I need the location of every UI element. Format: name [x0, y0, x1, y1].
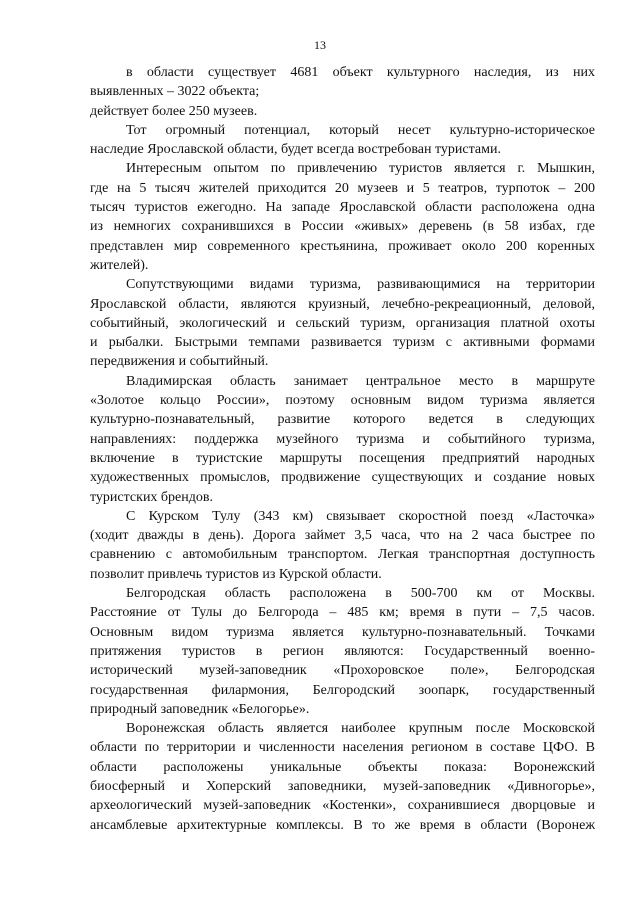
paragraph	[90, 584, 595, 719]
text-line: направлениях: поддержка музейного туризма и событийного туризма,	[90, 431, 595, 447]
text-line: тысяч туристов ежегодно. На западе Ярославской области расположена одна	[90, 200, 595, 216]
paragraph	[90, 507, 595, 584]
text-line: представлен мир современного крестьянина, проживает около 200 коренных	[90, 238, 595, 254]
paragraph	[90, 159, 595, 275]
document-body	[90, 63, 595, 835]
text-line: Воронежская область является наиболее крупным после Московской	[126, 721, 595, 737]
text-line: притяжения туристов в регион являются: Государственный военно-	[90, 643, 595, 659]
text-line: Владимирская область занимает центральное место в маршруте	[126, 373, 595, 389]
text-line: области расположены уникальные объекты показа: Воронежский	[90, 759, 595, 775]
text-line: где на 5 тысяч жителей приходится 20 музеев и 5 театров, турпоток – 200	[90, 180, 595, 196]
paragraph	[90, 719, 595, 835]
text-line: биосферный и Хоперский заповедники, музей-заповедник «Дивногорье»,	[90, 778, 595, 794]
text-line: действует более 250 музеев.	[90, 103, 258, 119]
text-line: и рыбалки. Быстрыми темпами развивается туризм с активными формами	[90, 335, 595, 351]
text-line: Основным видом туризма является культурно-познавательный. Точками	[90, 624, 595, 640]
text-line: туристских брендов.	[90, 489, 213, 505]
paragraph	[90, 102, 595, 121]
paragraph	[90, 372, 595, 507]
text-line: Ярославской области, являются круизный, лечебно-рекреационный, деловой,	[90, 296, 595, 312]
text-line: наследие Ярославской области, будет всегда востребован туристами.	[90, 142, 501, 158]
text-line: событийный, экологический и сельский туризм, организация платной охоты	[90, 315, 595, 331]
text-line: (ходит дважды в день). Дорога займет 3,5 часа, что на 2 часа быстрее по	[90, 528, 595, 544]
text-line: передвижения и событийный.	[90, 354, 269, 370]
text-line: в области существует 4681 объект культурного наследия, из них	[126, 65, 595, 80]
text-line: природный заповедник «Белогорье».	[90, 701, 310, 717]
text-line: Интересным опытом по привлечению туристов является г. Мышкин,	[126, 161, 595, 177]
text-line: культурно-познавательный, развитие которого ведется в следующих	[90, 412, 595, 428]
text-line: позволит привлечь туристов из Курской области.	[90, 566, 382, 582]
text-line: исторический музей-заповедник «Прохоровское поле», Белгородская	[90, 663, 595, 679]
text-line: ансамблевые архитектурные комплексы. В то же время в области (Воронеж	[90, 817, 595, 833]
text-line: Расстояние от Тулы до Белгорода – 485 км; время в пути – 7,5 часов.	[90, 605, 595, 621]
paragraph	[90, 63, 595, 102]
text-line: Белгородская область расположена в 500-700 км от Москвы.	[126, 586, 595, 602]
page-number: 13	[314, 38, 326, 52]
text-line: археологический музей-заповедник «Костенки», сохранившиеся дворцовые и	[90, 798, 595, 814]
text-line: сравнению с автомобильным транспортом. Легкая транспортная доступность	[90, 547, 595, 563]
paragraph	[90, 275, 595, 371]
text-line: Сопутствующими видами туризма, развивающимися на территории	[126, 277, 595, 293]
text-line: художественных промыслов, продвижение существующих и создание новых	[90, 470, 595, 486]
text-line: государственная филармония, Белгородский зоопарк, государственный	[90, 682, 595, 698]
text-line: области по территории и численности населения регионом в составе ЦФО. В	[90, 740, 595, 756]
text-line: из немногих сохранившихся в России «живых» деревень (в 58 избах, где	[90, 219, 595, 235]
text-line: Тот огромный потенциал, который несет культурно-историческое	[126, 122, 595, 138]
text-line: включение в туристские маршруты посещения предприятий народных	[90, 450, 595, 466]
text-line: выявленных – 3022 объекта;	[90, 84, 260, 100]
text-line: «Золотое кольцо России», поэтому основным видом туризма является	[90, 393, 595, 409]
text-line: жителей).	[90, 257, 149, 273]
paragraph	[90, 121, 595, 160]
text-line: С Курском Тулу (343 км) связывает скоростной поезд «Ласточка»	[126, 508, 595, 524]
